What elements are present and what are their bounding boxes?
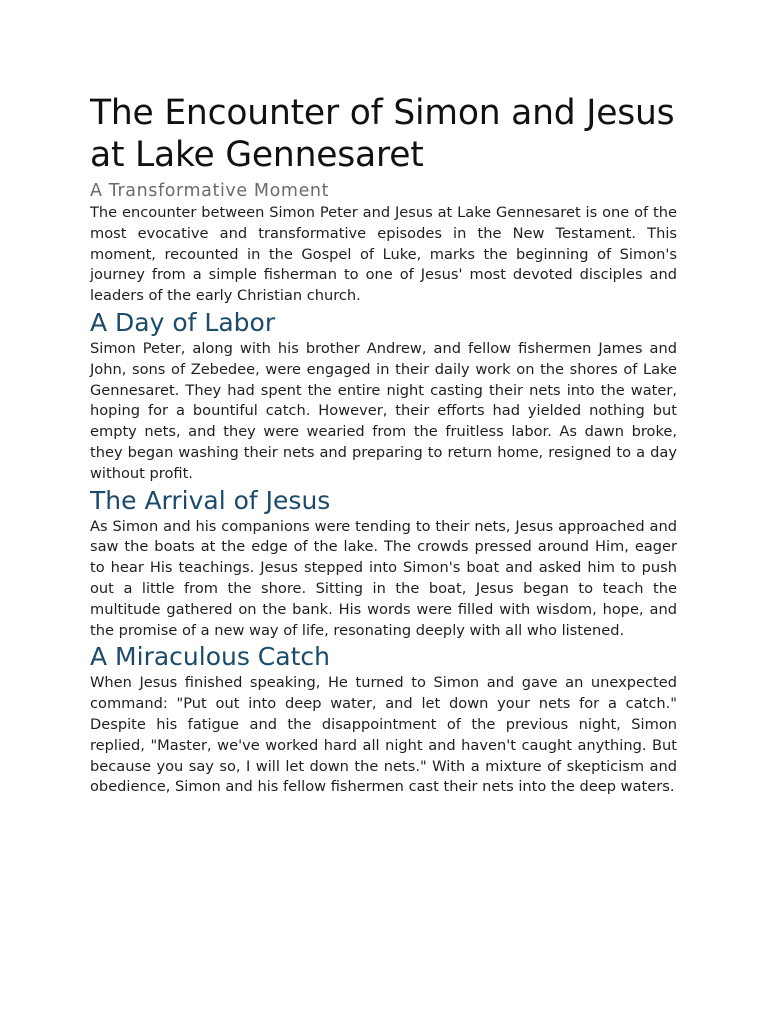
page-title: The Encounter of Simon and Jesus at Lake Gennesaret [90,93,675,175]
document-page [90,92,677,798]
page-subtitle: A Transformative Moment [90,181,330,201]
section-paragraph-miraculous-catch: When Jesus finished speaking, He turned to Simon and gave an unexpected command: "Put out into deep water, and let down your nets for a catch." Despite his fatigue and the disappointment of the previous night, Simon replied, "Master, we've worked hard all night and haven't caught anything. But because you say so, I will let down the nets." With a mixture of skepticism and obedience, Simon and his fellow fishermen cast their nets into the deep waters. [90,674,677,796]
section-paragraph-day-of-labor: Simon Peter, along with his brother Andrew, and fellow fishermen James and John, sons of Zebedee, were engaged in their daily work on the shores of Lake Gennesaret. They had spent the entire night casting their nets into the water, hoping for a bountiful catch. However, their efforts had yielded nothing but empty nets, and they were wearied from the fruitless labor. As dawn broke, they began washing their nets and preparing to return home, resigned to a day without profit. [90,339,677,482]
section-heading-arrival-of-jesus: The Arrival of Jesus [90,485,331,515]
section-heading-day-of-labor: A Day of Labor [90,307,276,337]
intro-paragraph: The encounter between Simon Peter and Jesus at Lake Gennesaret is one of the most evocative and transformative episodes in the New Testament. This moment, recounted in the Gospel of Luke, marks the beginning of Simon's journey from a simple fisherman to one of Jesus' most devoted disciples and leaders of the early Christian church. [90,204,677,305]
section-heading-miraculous-catch: A Miraculous Catch [90,642,330,672]
section-paragraph-arrival-of-jesus: As Simon and his companions were tending to their nets, Jesus approached and saw the boats at the edge of the lake. The crowds pressed around Him, eager to hear His teachings. Jesus stepped into Simon's boat and asked him to push out a little from the shore. Sitting in the boat, Jesus began to teach the multitude gathered on the bank. His words were filled with wisdom, hope, and the promise of a new way of life, resonating deeply with all who listened. [90,517,677,639]
